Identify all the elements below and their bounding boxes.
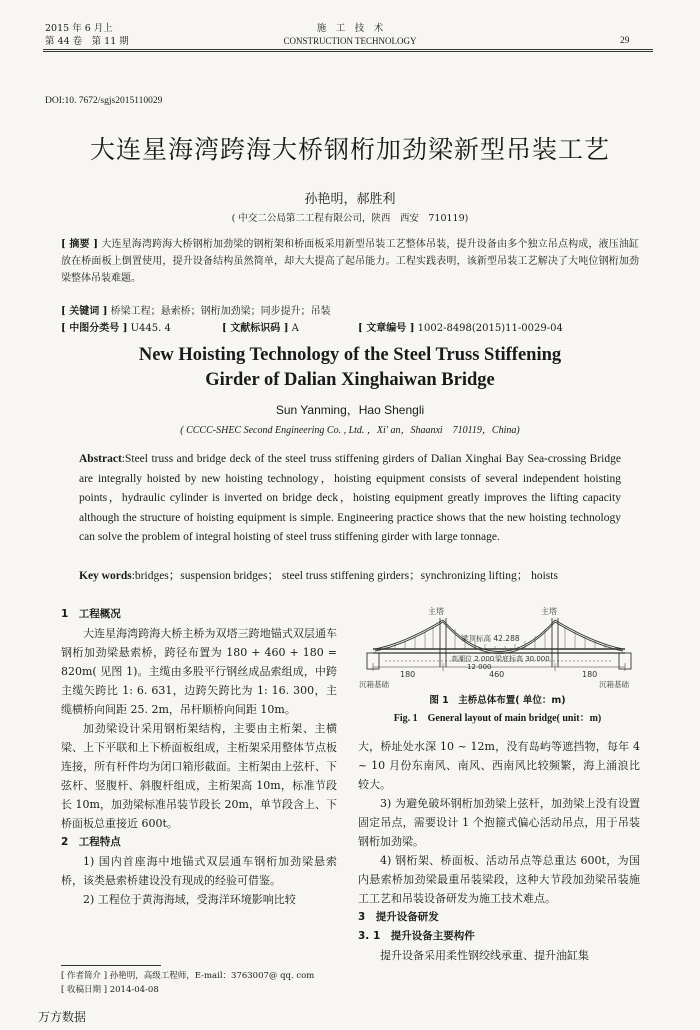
header-rule-2 xyxy=(43,51,653,52)
doi: DOI:10. 7672/sgjs2015110029 xyxy=(45,96,163,106)
right-column xyxy=(358,737,640,965)
footnote-author: [ 作者简介 ] 孙艳明，高级工程师，E-mail：3763007@ qq. com xyxy=(61,971,315,981)
label-anchor-right: 沉箱基础 xyxy=(599,680,629,689)
title-cn: 大连星海湾跨海大桥钢桁加劲梁新型吊装工艺 xyxy=(89,135,610,164)
para-2-2: 2) 工程位于黄海海域，受海洋环境影响比较 xyxy=(83,893,296,906)
affiliation-cn: ( 中交二公局第二工程有限公司，陕西 西安 710119) xyxy=(231,213,469,224)
footnote-date: [ 收稿日期 ] 2014-04-08 xyxy=(61,985,159,995)
header-journal-cn: 施 工 技 术 xyxy=(316,23,384,34)
abstract-en xyxy=(79,450,621,548)
label-tower-left: 主塔 xyxy=(428,607,444,616)
section-2-title: 2 工程特点 xyxy=(61,836,121,848)
keywords-en-label: Key words xyxy=(79,570,132,582)
left-column xyxy=(61,605,337,909)
para-2-4: 4) 钢桁架、桥面板、活动吊点等总重达 600t，为国内悬索桥加劲梁最重吊装梁段，这种大节段加劲梁吊装施工工艺和吊装设备研发为施工技术难点。 xyxy=(358,854,640,905)
doc-code-value: A xyxy=(291,323,299,334)
label-depth: 12 000 xyxy=(467,663,492,671)
affiliation-en: ( CCCC-SHEC Second Engineering Co. , Ltd. ，Xi' an，Shaanxi 710119，China) xyxy=(180,425,520,436)
header-rule xyxy=(43,49,653,50)
header-date: 2015 年 6 月上 xyxy=(45,23,113,34)
label-tower-right: 主塔 xyxy=(541,607,557,616)
para-2-1: 1) 国内首座海中地锚式双层通车钢桁加劲梁悬索桥，该类悬索桥建设没有现成的经验可借鉴。 xyxy=(61,855,337,887)
label-water: 高潮位 2.000 xyxy=(451,655,495,663)
keywords-en-text: :bridges；suspension bridges； steel truss stiffening girders；synchronizing lifting； hoists xyxy=(131,570,558,582)
keywords-cn-label: [ 关键词 ] xyxy=(61,306,108,317)
keywords-en xyxy=(79,567,639,586)
keywords-cn xyxy=(61,303,639,320)
article-number-value: 1002-8498(2015)11-0029-04 xyxy=(417,323,563,334)
title-en-line2: Girder of Dalian Xinghaiwan Bridge xyxy=(205,370,495,390)
abstract-cn-label: [ 摘要 ] xyxy=(61,239,99,250)
doc-code-label: [ 文献标识码 ] xyxy=(222,323,289,334)
header-page-number: 29 xyxy=(620,36,630,46)
article-number-label: [ 文章编号 ] xyxy=(358,323,415,334)
label-span-right: 180 xyxy=(582,670,598,679)
authors-cn: 孙艳明，郝胜利 xyxy=(304,192,396,207)
keywords-cn-text: 桥梁工程；悬索桥；钢桁加劲梁；同步提升；吊装 xyxy=(110,306,331,317)
label-anchor-left: 沉箱基础 xyxy=(359,680,389,689)
watermark: 万方数据 xyxy=(38,1010,87,1024)
abstract-en-label: Abstract xyxy=(79,453,122,465)
header-journal-en: CONSTRUCTION TECHNOLOGY xyxy=(283,36,417,46)
figure-caption-en: Fig. 1 General layout of main bridge( unit：m) xyxy=(393,713,602,724)
doc-code xyxy=(222,320,299,337)
section-3-1-title: 3. 1 提升设备主要构件 xyxy=(358,930,475,942)
section-3-title: 3 提升设备研发 xyxy=(358,911,439,923)
figure-bridge-layout xyxy=(355,605,640,700)
para-2-2-cont: 大，桥址处水深 10 ~ 12m，没有岛屿等遮挡物，每年 4 ~ 10 月份东南风、南风、西南风比较频繁，海上涌浪比较大。 xyxy=(358,740,641,791)
clc xyxy=(61,320,171,337)
abstract-cn xyxy=(61,236,639,287)
abstract-en-text: :Steel truss and bridge deck of the steel truss stiffening girders of Dalian Xinghai Bay Sea-crossing Bridge are integrally hoisted by new hoisting technology，hoisting equipment consists of several independent hoisting points，hydraulic cylinder is inverted on bridge deck，hoisting equipment greatly improves the lifting capacity although the structure of hoisting equipment is simple. Engineering practice shows that the new hoisting technology can solve the problem of integral hoisting of steel truss stiffening girder with large tonnage. xyxy=(79,453,621,544)
clc-label: [ 中图分类号 ] xyxy=(61,323,128,334)
label-span-mid: 460 xyxy=(489,670,505,679)
para-1-2: 加劲梁设计采用钢桁架结构，主要由主桁架、主横梁、上下平联和上下桥面板组成，主桁架采用整体节点板连接，所有杆件均为闭口箱形截面。主桁架由上弦杆、下弦杆、竖腹杆、斜腹杆组成，主桁架高 10m，标准节段长 10m，加劲梁标准吊装节段长 20m，单节段含上、下桥面板总重接近 600t。 xyxy=(61,722,337,830)
authors-en: Sun Yanming，Hao Shengli xyxy=(275,403,425,417)
title-en-line1: New Hoisting Technology of the Steel Truss Stiffening xyxy=(138,345,562,365)
para-1-1: 大连星海湾跨海大桥主桥为双塔三跨地锚式双层通车钢桁加劲梁悬索桥，跨径布置为 180 + 460 + 180 = 820m( 见图 1)。主缆由多股平行钢丝成品索组成，中跨主缆矢跨比 1: 6. 631，边跨矢跨比为 1: 16. 300，主缆横桥向间距 25. 2m，吊杆顺桥向间距 10m。 xyxy=(61,627,337,716)
para-3-1: 提升设备采用柔性钢绞线承重、提升油缸集 xyxy=(380,949,589,962)
label-cable: 梁顶标高 42.288 xyxy=(461,634,520,643)
header-volume: 第 44 卷 第 11 期 xyxy=(45,36,129,47)
article-number xyxy=(358,320,563,337)
section-1-title: 1 工程概况 xyxy=(61,608,121,620)
clc-value: U445. 4 xyxy=(130,323,171,334)
abstract-cn-text: 大连星海湾跨海大桥钢桁加劲梁的钢桁架和桥面板采用新型吊装工艺整体吊装，提升设备由多个独立吊点构成，液压油缸放在桥面板上倒置使用，提升设备结构虽然简单，却大大提高了起吊能力。工程实践表明，该新型吊装工艺解决了大吨位钢桁加劲梁整体吊装难题。 xyxy=(61,239,639,284)
label-bottom: 梁底标高 30.000 xyxy=(495,655,550,663)
footnote-rule xyxy=(61,965,161,966)
para-2-3: 3) 为避免破坏钢桁加劲梁上弦杆，加劲梁上没有设置固定吊点，需要设计 1 个抱箍式偏心活动吊点，用于吊装钢桁加劲梁。 xyxy=(358,797,640,848)
figure-caption-cn: 图 1 主桥总体布置( 单位：m) xyxy=(429,695,566,706)
label-span-left: 180 xyxy=(400,670,416,679)
